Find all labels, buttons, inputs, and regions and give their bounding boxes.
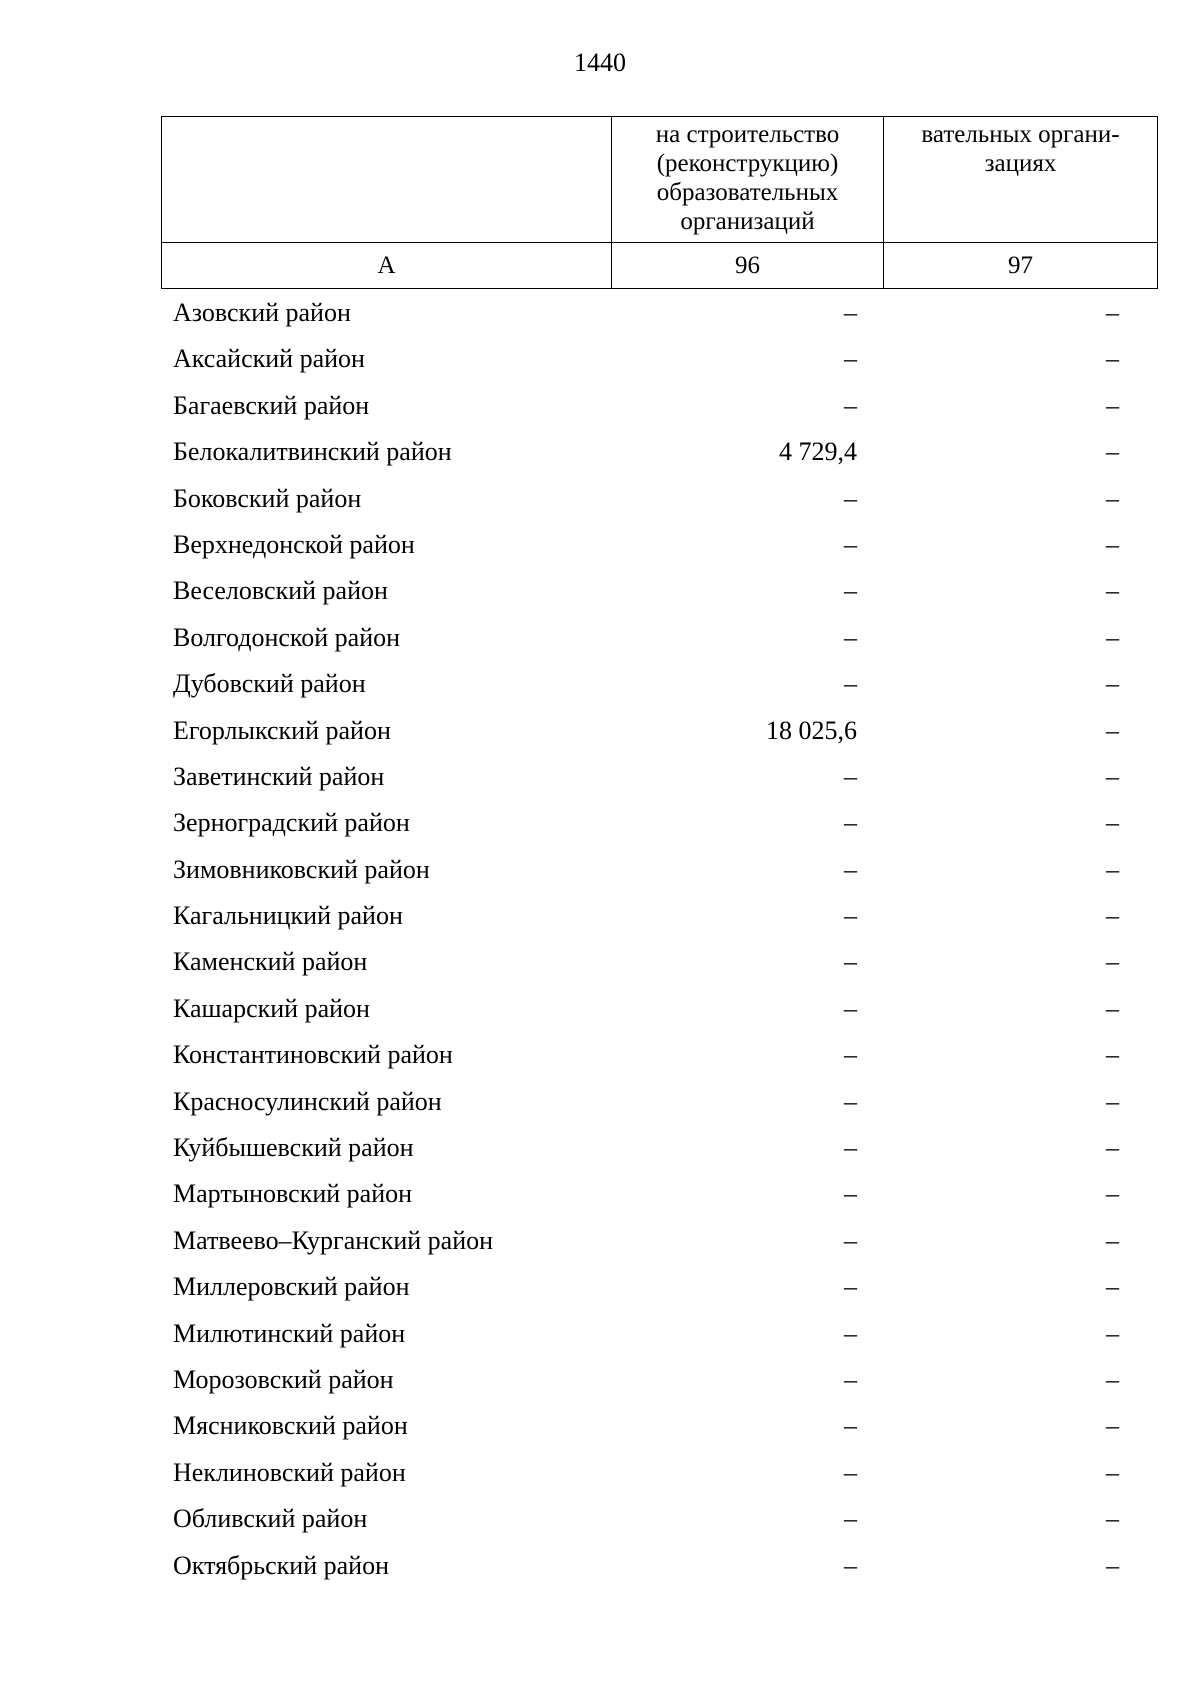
district-name: Багаевский район [173,390,370,420]
value-construction: – [844,1318,857,1348]
header-row [162,117,1158,243]
district-name: Дубовский район [173,669,366,699]
value-construction: – [844,1133,857,1163]
value-construction: – [844,901,857,931]
district-name: Кашарский район [173,993,370,1023]
value-construction: – [844,1411,857,1441]
value-construction: – [844,344,857,374]
district-name: Куйбышевский район [173,1133,414,1163]
value-organizations: – [1106,947,1119,977]
column-number-97: 97 [884,243,1158,289]
district-name: Милютинский район [173,1318,406,1348]
value-construction: – [844,483,857,513]
table-row [161,1264,1130,1310]
value-construction: – [844,808,857,838]
table-row [161,661,1130,707]
district-name: Миллеровский район [173,1272,410,1302]
value-construction: – [844,1179,857,1209]
value-organizations: – [1106,993,1119,1023]
value-construction: – [844,529,857,559]
district-name: Зимовниковский район [173,854,430,884]
district-name: Матвеево–Курганский район [173,1225,494,1255]
value-organizations: – [1106,390,1119,420]
value-construction: – [844,1457,857,1487]
value-construction: – [844,1272,857,1302]
value-construction: – [844,622,857,652]
value-construction: – [844,298,857,327]
header-cell-name [162,117,612,243]
district-name: Заветинский район [173,761,385,791]
header-cell-construction [612,117,884,243]
district-name: Мартыновский район [173,1179,413,1209]
value-organizations: – [1106,622,1119,652]
value-construction: – [844,993,857,1023]
table-row [161,1311,1130,1357]
table-row [161,1450,1130,1496]
value-construction: – [844,669,857,699]
table-row [161,290,1130,336]
district-name: Белокалитвинский район [173,437,452,467]
value-organizations: – [1106,808,1119,838]
value-construction: – [844,576,857,606]
table-row [161,754,1130,800]
table-row [161,1171,1130,1217]
value-construction: – [844,761,857,791]
column-number-96: 96 [612,243,884,289]
table-row [161,800,1130,846]
value-construction: – [844,947,857,977]
table-row [161,939,1130,985]
district-name: Константиновский район [173,1040,453,1070]
value-organizations: – [1106,854,1119,884]
table-row [161,1543,1130,1589]
district-name: Верхнедонской район [173,529,415,559]
table-row [161,1357,1130,1403]
value-construction: – [844,1364,857,1394]
value-organizations: – [1106,437,1119,467]
value-organizations: – [1106,1411,1119,1441]
header-line: на строительство [655,121,840,148]
header-line: (реконструкцию) [656,150,839,177]
table-body [161,290,1130,1589]
table-row [161,893,1130,939]
value-construction: – [844,1550,857,1580]
district-name: Кагальницкий район [173,901,403,931]
column-number-a: А [162,243,612,289]
district-name: Зерноградский район [173,808,410,838]
district-name: Мясниковский район [173,1411,408,1441]
district-name: Егорлыкский район [173,715,391,745]
value-organizations: – [1106,1550,1119,1580]
column-number-row [162,243,1158,289]
district-name: Волгодонской район [173,622,401,652]
value-organizations: – [1106,1040,1119,1070]
value-organizations: – [1106,1318,1119,1348]
header-line: зациях [984,150,1057,177]
header-line: образовательных [656,179,839,206]
value-construction: – [844,1225,857,1255]
value-organizations: – [1106,298,1119,327]
table-row [161,708,1130,754]
header-line: вательных органи- [921,121,1120,148]
table-row [161,1403,1130,1449]
value-organizations: – [1106,1272,1119,1302]
district-name: Каменский район [173,947,368,977]
table-row [161,1496,1130,1542]
value-organizations: – [1106,483,1119,513]
value-organizations: – [1106,1086,1119,1116]
district-name: Боковский район [173,483,362,513]
table-row [161,1032,1130,1078]
table-row [161,429,1130,475]
table-row [161,336,1130,382]
header-cell-organizations [884,117,1158,243]
value-organizations: – [1106,1504,1119,1534]
value-construction: 18 025,6 [766,715,857,745]
value-organizations: – [1106,1225,1119,1255]
table-row [161,615,1130,661]
district-name: Обливский район [173,1504,368,1534]
value-organizations: – [1106,1133,1119,1163]
value-construction: – [844,390,857,420]
table-row [161,1079,1130,1125]
table-row [161,568,1130,614]
table-row [161,1218,1130,1264]
table-row [161,986,1130,1032]
district-name: Веселовский район [173,576,388,606]
value-organizations: – [1106,344,1119,374]
value-construction: – [844,1086,857,1116]
table-row [161,522,1130,568]
value-organizations: – [1106,576,1119,606]
table-row [161,383,1130,429]
table-row [161,476,1130,522]
value-organizations: – [1106,761,1119,791]
page-number: 1440 [574,48,626,77]
value-organizations: – [1106,529,1119,559]
table-row [161,1125,1130,1171]
value-construction: – [844,854,857,884]
value-organizations: – [1106,669,1119,699]
district-name: Неклиновский район [173,1457,406,1487]
district-name: Аксайский район [173,344,365,374]
table-row [161,847,1130,893]
value-construction: – [844,1040,857,1070]
value-construction: – [844,1504,857,1534]
value-organizations: – [1106,901,1119,931]
table-header [161,116,1158,289]
district-name: Красносулинский район [173,1086,442,1116]
district-name: Морозовский район [173,1364,394,1394]
header-line: организаций [680,208,815,235]
value-organizations: – [1106,1364,1119,1394]
value-construction: 4 729,4 [779,437,857,467]
value-organizations: – [1106,1457,1119,1487]
district-name: Азовский район [173,298,351,327]
district-name: Октябрьский район [173,1550,389,1580]
value-organizations: – [1106,1179,1119,1209]
value-organizations: – [1106,715,1119,745]
